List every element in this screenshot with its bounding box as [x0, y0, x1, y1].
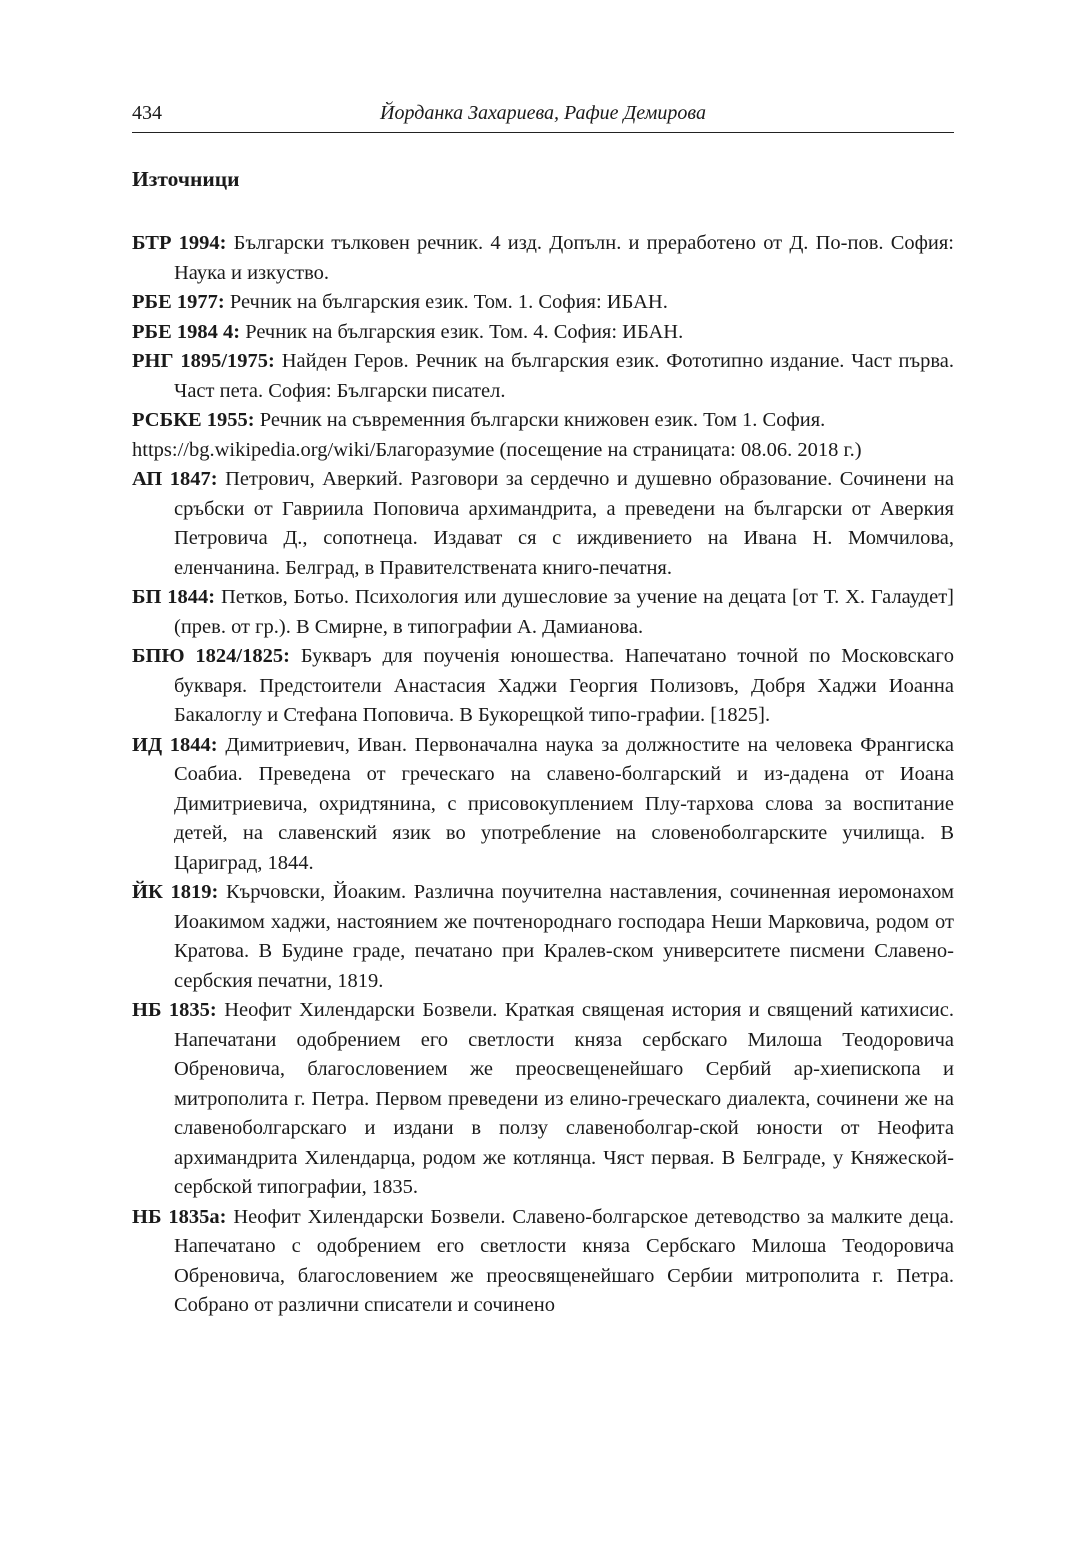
reference-abbr: ЙК 1819:	[132, 881, 219, 903]
reference-text: Речник на българския език. Том. 1. София: ИБАН.	[229, 291, 668, 313]
reference-text: Димитриевич, Иван. Первоначална наука за должностите на человека Франгиска Соабиа. Преведена от греческаго на славено-болгарский и из-дадена от Иоана Димитриевича, охридтянина, с присовокуплением Плу-тархова слова за воспитание детей, на славенский язик во употребление на словеноболгарските училища. В Цариград, 1844.	[174, 733, 954, 874]
reference-abbr: ИД 1844:	[132, 733, 218, 756]
reference-abbr: РСБКЕ 1955:	[132, 409, 255, 431]
reference-item-url	[132, 436, 954, 466]
reference-text: Речник на българския език. Том. 4. София: ИБАН.	[245, 320, 684, 343]
reference-item	[132, 347, 954, 406]
reference-abbr: РБЕ 1984 4:	[132, 320, 241, 343]
reference-text: Речник на съвременния български книжовен език. Том 1. София.	[259, 409, 826, 431]
reference-abbr: БП 1844:	[132, 586, 216, 608]
reference-text: Български тълковен речник. 4 изд. Допълн. и преработено от Д. По-пов. София: Наука и изкуство.	[174, 232, 954, 284]
section-title: Източници	[132, 167, 240, 191]
reference-item	[132, 731, 954, 879]
reference-abbr: БТР 1994:	[132, 232, 227, 254]
reference-item	[132, 996, 954, 1203]
reference-text: Петков, Ботьо. Психология или душесловие за учение на децата [от Т. Х. Галаудет] (прев. от гр.). В Смирне, в типографии А. Дамианова.	[174, 586, 954, 638]
reference-item	[132, 406, 954, 436]
page	[132, 98, 954, 1321]
reference-text: Петрович, Аверкий. Разговори за сердечно и душевно образование. Сочинени на сръбски от Гавриила Поповича архимандрита, а преведени на български от Аверкия Петровича Д., сопотнеца. Издават ся с иждивението на Ивана Н. Момчилова, еленчанина. Белград, в Правителствената книго-печатня.	[174, 468, 954, 579]
reference-item	[132, 878, 954, 996]
reference-item	[132, 642, 954, 731]
reference-text: Неофит Хилендарски Бозвели. Славено-болгарское детеводство за малките деца. Напечатано с одобрением его светлости княза Сербскаго Милоша Теодоровича Обреновича, благословением же преосвященейшаго Сербии митрополита г. Петра. Собрано от различни списатели и сочинено	[174, 1205, 955, 1316]
reference-text: Неофит Хилендарски Бозвели. Краткая священая история и священий катихисис. Напечатани одобрением его светлости княза сербскаго Милоша Теодоровича Обреновича, благословением же преосвещенейшаго Сербий ар-хиепископа и митрополита г. Петра. Первом преведени из елино-греческаго диалекта, сочинени же на славеноболгарскаго и издани в ползу славеноболгар-ской юности от Неофита архимандрита Хилендарца, родом же котлянца. Чяст первая. В Белграде, у Княжеской-сербской типографии, 1835.	[174, 999, 955, 1198]
reference-item	[132, 288, 954, 318]
reference-abbr: РНГ 1895/1975:	[132, 350, 275, 372]
running-head	[132, 98, 954, 133]
reference-item	[132, 465, 954, 583]
reference-item	[132, 318, 954, 348]
reference-abbr: БПЮ 1824/1825:	[132, 645, 290, 667]
reference-item	[132, 1203, 954, 1321]
running-title: Йорданка Захариева, Рафие Демирова	[380, 102, 706, 124]
reference-url-text: https://bg.wikipedia.org/wiki/Благоразумие (посещение на страницата: 08.06. 2018 г.)	[132, 438, 862, 461]
reference-abbr: НБ 1835а:	[132, 1205, 227, 1228]
page-number: 434	[132, 102, 162, 124]
reference-abbr: АП 1847:	[132, 468, 218, 490]
reference-text: Кърчовски, Йоаким. Различна поучителна наставления, сочиненная иеромонахом Иоакимом хаджи, настоянием же почтенороднаго господара Неши Марковича, родом от Кратова. В Будине граде, печатано при Кралев-ском университете писмени Славено-сербския печатни, 1819.	[174, 881, 954, 992]
reference-item	[132, 229, 954, 288]
reference-text: Найден Геров. Речник на българския език. Фототипно издание. Част първа. Част пета. София: Български писател.	[174, 350, 955, 402]
reference-text: Букваръ для поученія юношества. Напечатано точной по Московскагo букваря. Предстоители Анастасия Хаджи Георгия Полизовъ, Добря Хаджи Иоанна Бакалоглу и Стефана Поповича. В Букорещкой типо-графии. [1825].	[174, 645, 955, 726]
reference-item	[132, 583, 954, 642]
reference-abbr: РБЕ 1977:	[132, 291, 225, 313]
reference-abbr: НБ 1835:	[132, 999, 217, 1021]
reference-list	[132, 229, 954, 1321]
